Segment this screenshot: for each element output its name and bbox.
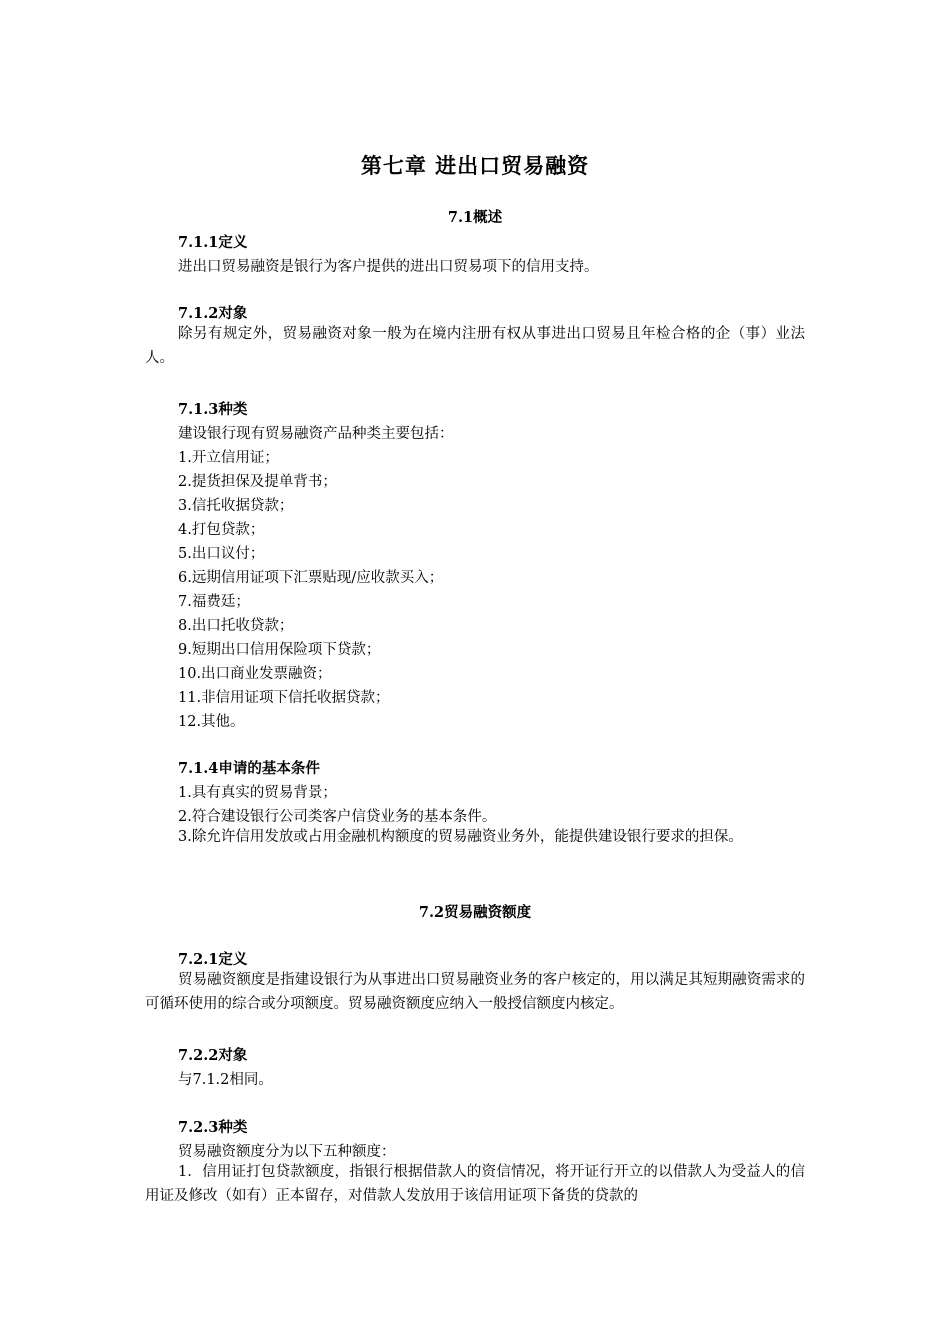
list-item: 9.短期出口信用保险项下贷款； [178,642,381,658]
quota-definition-paragraph: 贸易融资额度是指建设银行为从事进出口贸易融资业务的客户核定的，用以满足其短期融资需求的可循环使用的综合或分项额度。贸易融资额度应纳入一般授信额度内核定。 [145,972,805,1012]
chapter-title: 第七章 进出口贸易融资 [360,154,590,178]
section-title-7-1: 7.1概述 [447,209,503,226]
quota-object-text: 与7.1.2相同。 [178,1072,273,1088]
subsection-title-7-2-3: 7.2.3种类 [178,1119,248,1136]
list-item: 7.福费廷； [178,594,250,610]
list-item: 12.其他。 [178,714,245,730]
subsection-title-7-1-3: 7.1.3种类 [178,401,248,418]
list-item: 11.非信用证项下信托收据贷款； [178,690,390,706]
quota-types-intro: 贸易融资额度分为以下五种额度： [178,1144,396,1160]
list-item: 1.开立信用证； [178,450,279,466]
list-item: 4.打包贷款； [178,522,265,538]
list-item: 3.信托收据贷款； [178,498,294,514]
subsection-title-7-2-1: 7.2.1定义 [178,951,248,968]
subsection-title-7-1-2: 7.1.2对象 [178,305,248,322]
object-paragraph: 除另有规定外，贸易融资对象一般为在境内注册有权从事进出口贸易且年检合格的企（事）业法人。 [145,326,805,366]
list-item: 8.出口托收贷款； [178,618,294,634]
list-item: 2.提货担保及提单背书； [178,474,337,490]
condition-item: 3.除允许信用发放或占用金融机构额度的贸易融资业务外，能提供建设银行要求的担保。 [178,829,743,845]
subsection-title-7-1-1: 7.1.1定义 [178,234,248,251]
list-item: 6.远期信用证项下汇票贴现/应收款买入； [178,570,444,586]
quota-type-item: 1．信用证打包贷款额度，指银行根据借款人的资信情况，将开证行开立的以借款人为受益人的信用证及修改（如有）正本留存，对借款人发放用于该信用证项下备货的贷款的 [145,1164,805,1204]
subsection-title-7-1-4: 7.1.4申请的基本条件 [178,760,320,777]
definition-text: 进出口贸易融资是银行为客户提供的进出口贸易项下的信用支持。 [178,259,599,275]
types-intro: 建设银行现有贸易融资产品种类主要包括： [178,426,454,442]
condition-item: 1.具有真实的贸易背景； [178,785,337,801]
list-item: 10.出口商业发票融资； [178,666,332,682]
subsection-title-7-2-2: 7.2.2对象 [178,1047,248,1064]
condition-item: 2.符合建设银行公司类客户信贷业务的基本条件。 [178,809,497,825]
section-title-7-2: 7.2贸易融资额度 [418,904,532,921]
list-item: 5.出口议付； [178,546,265,562]
